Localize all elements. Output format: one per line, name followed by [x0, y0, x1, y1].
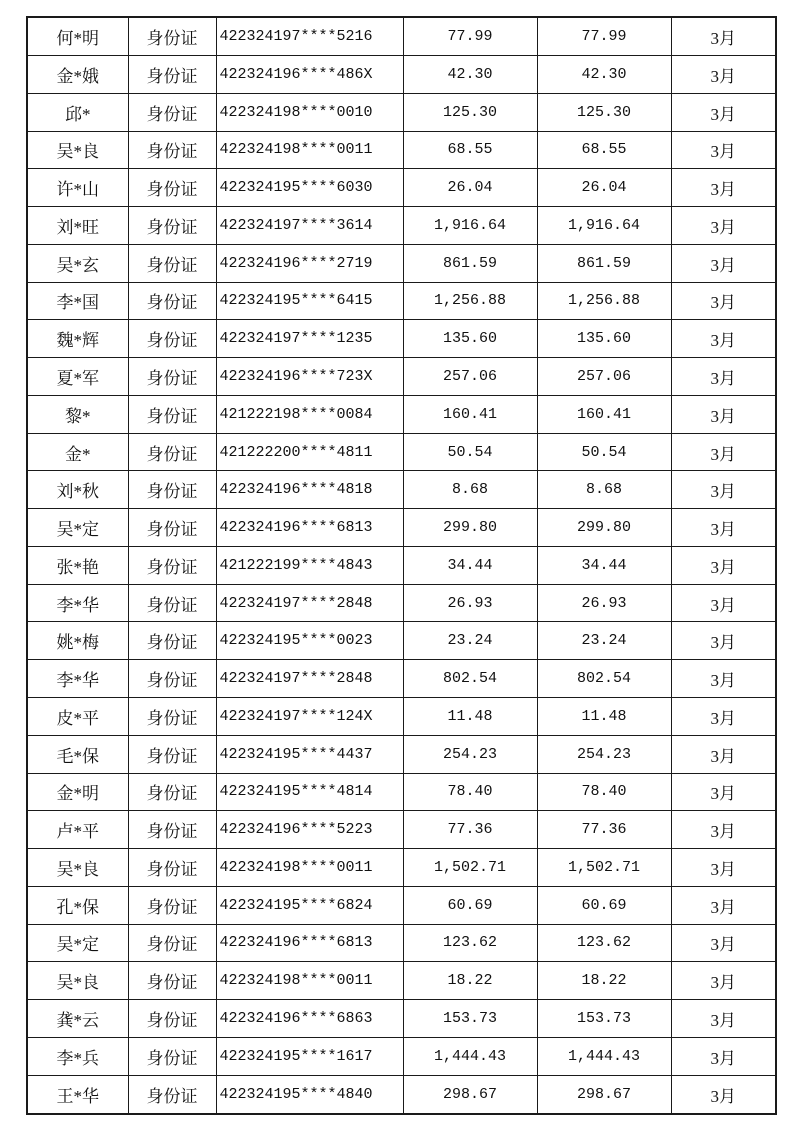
- id-type-cell: 身份证: [128, 622, 216, 660]
- id-type-cell: 身份证: [128, 395, 216, 433]
- amount-cell: 78.40: [403, 773, 537, 811]
- table-row: [27, 849, 776, 887]
- amount-cell: 1,444.43: [403, 1037, 537, 1075]
- table-row: [27, 509, 776, 547]
- name-cell: 吴*良: [27, 131, 128, 169]
- amount-cell: 23.24: [403, 622, 537, 660]
- month-cell: 3月: [671, 924, 776, 962]
- table-row: [27, 395, 776, 433]
- amount-cell: 125.30: [403, 93, 537, 131]
- amount-cell: 254.23: [403, 735, 537, 773]
- name-cell: 毛*保: [27, 735, 128, 773]
- id-type-cell: 身份证: [128, 93, 216, 131]
- month-cell: 3月: [671, 546, 776, 584]
- id-type-cell: 身份证: [128, 17, 216, 56]
- id-number-cell: 422324195****6030: [216, 169, 403, 207]
- id-type-cell: 身份证: [128, 282, 216, 320]
- id-number-cell: 422324195****4840: [216, 1075, 403, 1114]
- id-number-cell: 421222198****0084: [216, 395, 403, 433]
- id-type-cell: 身份证: [128, 735, 216, 773]
- table-row: [27, 131, 776, 169]
- id-number-cell: 422324198****0011: [216, 849, 403, 887]
- id-type-cell: 身份证: [128, 56, 216, 94]
- month-cell: 3月: [671, 849, 776, 887]
- name-cell: 张*艳: [27, 546, 128, 584]
- id-number-cell: 422324196****6863: [216, 1000, 403, 1038]
- name-cell: 刘*秋: [27, 471, 128, 509]
- table-row: [27, 169, 776, 207]
- table-row: [27, 1075, 776, 1114]
- amount-cell: 257.06: [403, 358, 537, 396]
- id-number-cell: 422324196****2719: [216, 244, 403, 282]
- month-cell: 3月: [671, 622, 776, 660]
- id-number-cell: 422324196****6813: [216, 509, 403, 547]
- id-type-cell: 身份证: [128, 244, 216, 282]
- id-type-cell: 身份证: [128, 1037, 216, 1075]
- amount-cell: 18.22: [403, 962, 537, 1000]
- table-row: [27, 698, 776, 736]
- id-type-cell: 身份证: [128, 546, 216, 584]
- table-row: [27, 320, 776, 358]
- amount-cell: 50.54: [403, 433, 537, 471]
- name-cell: 金*娥: [27, 56, 128, 94]
- month-cell: 3月: [671, 433, 776, 471]
- table-row: [27, 244, 776, 282]
- month-cell: 3月: [671, 698, 776, 736]
- amount-cell: 135.60: [403, 320, 537, 358]
- amount-cell: 153.73: [403, 1000, 537, 1038]
- id-type-cell: 身份证: [128, 811, 216, 849]
- id-number-cell: 422324195****6824: [216, 886, 403, 924]
- table-row: [27, 358, 776, 396]
- table-row: [27, 93, 776, 131]
- name-cell: 金*明: [27, 773, 128, 811]
- amount-second-cell: 861.59: [537, 244, 671, 282]
- month-cell: 3月: [671, 358, 776, 396]
- amount-cell: 299.80: [403, 509, 537, 547]
- id-type-cell: 身份证: [128, 660, 216, 698]
- amount-second-cell: 254.23: [537, 735, 671, 773]
- amount-second-cell: 77.36: [537, 811, 671, 849]
- id-type-cell: 身份证: [128, 169, 216, 207]
- month-cell: 3月: [671, 17, 776, 56]
- name-cell: 李*华: [27, 584, 128, 622]
- id-type-cell: 身份证: [128, 471, 216, 509]
- month-cell: 3月: [671, 509, 776, 547]
- id-type-cell: 身份证: [128, 773, 216, 811]
- id-number-cell: 422324196****723X: [216, 358, 403, 396]
- amount-second-cell: 68.55: [537, 131, 671, 169]
- month-cell: 3月: [671, 471, 776, 509]
- name-cell: 吴*玄: [27, 244, 128, 282]
- id-type-cell: 身份证: [128, 584, 216, 622]
- table-row: [27, 735, 776, 773]
- month-cell: 3月: [671, 320, 776, 358]
- id-number-cell: 422324195****1617: [216, 1037, 403, 1075]
- id-number-cell: 422324196****5223: [216, 811, 403, 849]
- amount-cell: 60.69: [403, 886, 537, 924]
- name-cell: 邱*: [27, 93, 128, 131]
- amount-second-cell: 135.60: [537, 320, 671, 358]
- table-row: [27, 471, 776, 509]
- table-row: [27, 622, 776, 660]
- month-cell: 3月: [671, 131, 776, 169]
- id-number-cell: 422324195****4814: [216, 773, 403, 811]
- amount-second-cell: 8.68: [537, 471, 671, 509]
- amount-second-cell: 299.80: [537, 509, 671, 547]
- id-type-cell: 身份证: [128, 924, 216, 962]
- amount-second-cell: 125.30: [537, 93, 671, 131]
- id-type-cell: 身份证: [128, 1000, 216, 1038]
- amount-second-cell: 78.40: [537, 773, 671, 811]
- table-row: [27, 207, 776, 245]
- month-cell: 3月: [671, 962, 776, 1000]
- table-row: [27, 773, 776, 811]
- id-number-cell: 422324198****0011: [216, 962, 403, 1000]
- name-cell: 吴*良: [27, 962, 128, 1000]
- name-cell: 黎*: [27, 395, 128, 433]
- id-number-cell: 422324195****6415: [216, 282, 403, 320]
- name-cell: 许*山: [27, 169, 128, 207]
- id-type-cell: 身份证: [128, 320, 216, 358]
- id-number-cell: 422324196****486X: [216, 56, 403, 94]
- month-cell: 3月: [671, 56, 776, 94]
- id-type-cell: 身份证: [128, 509, 216, 547]
- name-cell: 吴*良: [27, 849, 128, 887]
- name-cell: 李*国: [27, 282, 128, 320]
- id-type-cell: 身份证: [128, 849, 216, 887]
- name-cell: 何*明: [27, 17, 128, 56]
- id-type-cell: 身份证: [128, 962, 216, 1000]
- month-cell: 3月: [671, 811, 776, 849]
- amount-cell: 77.36: [403, 811, 537, 849]
- name-cell: 李*华: [27, 660, 128, 698]
- id-type-cell: 身份证: [128, 886, 216, 924]
- id-number-cell: 422324195****4437: [216, 735, 403, 773]
- amount-second-cell: 1,256.88: [537, 282, 671, 320]
- name-cell: 金*: [27, 433, 128, 471]
- amount-second-cell: 257.06: [537, 358, 671, 396]
- month-cell: 3月: [671, 395, 776, 433]
- name-cell: 魏*辉: [27, 320, 128, 358]
- amount-second-cell: 26.93: [537, 584, 671, 622]
- amount-second-cell: 50.54: [537, 433, 671, 471]
- id-number-cell: 422324198****0010: [216, 93, 403, 131]
- amount-cell: 34.44: [403, 546, 537, 584]
- id-number-cell: 422324197****124X: [216, 698, 403, 736]
- amount-second-cell: 18.22: [537, 962, 671, 1000]
- amount-second-cell: 1,502.71: [537, 849, 671, 887]
- amount-second-cell: 802.54: [537, 660, 671, 698]
- amount-cell: 1,502.71: [403, 849, 537, 887]
- month-cell: 3月: [671, 207, 776, 245]
- table-row: [27, 433, 776, 471]
- amount-second-cell: 77.99: [537, 17, 671, 56]
- records-table-body: [27, 17, 776, 1114]
- month-cell: 3月: [671, 1000, 776, 1038]
- amount-cell: 861.59: [403, 244, 537, 282]
- amount-second-cell: 123.62: [537, 924, 671, 962]
- amount-second-cell: 1,444.43: [537, 1037, 671, 1075]
- amount-cell: 68.55: [403, 131, 537, 169]
- amount-cell: 1,916.64: [403, 207, 537, 245]
- amount-cell: 160.41: [403, 395, 537, 433]
- id-number-cell: 422324198****0011: [216, 131, 403, 169]
- month-cell: 3月: [671, 773, 776, 811]
- table-row: [27, 546, 776, 584]
- table-row: [27, 962, 776, 1000]
- month-cell: 3月: [671, 1075, 776, 1114]
- name-cell: 刘*旺: [27, 207, 128, 245]
- table-row: [27, 886, 776, 924]
- month-cell: 3月: [671, 282, 776, 320]
- id-type-cell: 身份证: [128, 433, 216, 471]
- amount-cell: 26.93: [403, 584, 537, 622]
- id-number-cell: 422324197****1235: [216, 320, 403, 358]
- id-number-cell: 421222200****4811: [216, 433, 403, 471]
- amount-cell: 77.99: [403, 17, 537, 56]
- name-cell: 姚*梅: [27, 622, 128, 660]
- amount-cell: 11.48: [403, 698, 537, 736]
- month-cell: 3月: [671, 886, 776, 924]
- amount-second-cell: 26.04: [537, 169, 671, 207]
- table-row: [27, 1000, 776, 1038]
- amount-second-cell: 1,916.64: [537, 207, 671, 245]
- amount-second-cell: 11.48: [537, 698, 671, 736]
- records-table: [26, 16, 777, 1115]
- amount-second-cell: 298.67: [537, 1075, 671, 1114]
- table-row: [27, 1037, 776, 1075]
- amount-second-cell: 160.41: [537, 395, 671, 433]
- amount-second-cell: 34.44: [537, 546, 671, 584]
- name-cell: 王*华: [27, 1075, 128, 1114]
- amount-second-cell: 23.24: [537, 622, 671, 660]
- name-cell: 夏*军: [27, 358, 128, 396]
- amount-cell: 42.30: [403, 56, 537, 94]
- name-cell: 孔*保: [27, 886, 128, 924]
- amount-cell: 1,256.88: [403, 282, 537, 320]
- month-cell: 3月: [671, 660, 776, 698]
- id-type-cell: 身份证: [128, 207, 216, 245]
- amount-cell: 123.62: [403, 924, 537, 962]
- amount-cell: 26.04: [403, 169, 537, 207]
- id-number-cell: 422324197****3614: [216, 207, 403, 245]
- name-cell: 皮*平: [27, 698, 128, 736]
- month-cell: 3月: [671, 93, 776, 131]
- month-cell: 3月: [671, 584, 776, 622]
- amount-second-cell: 42.30: [537, 56, 671, 94]
- id-number-cell: 422324196****4818: [216, 471, 403, 509]
- id-number-cell: 422324195****0023: [216, 622, 403, 660]
- table-row: [27, 17, 776, 56]
- id-number-cell: 421222199****4843: [216, 546, 403, 584]
- id-type-cell: 身份证: [128, 358, 216, 396]
- table-row: [27, 584, 776, 622]
- amount-cell: 298.67: [403, 1075, 537, 1114]
- name-cell: 卢*平: [27, 811, 128, 849]
- table-row: [27, 660, 776, 698]
- name-cell: 龚*云: [27, 1000, 128, 1038]
- month-cell: 3月: [671, 244, 776, 282]
- amount-second-cell: 153.73: [537, 1000, 671, 1038]
- table-row: [27, 924, 776, 962]
- document-page: [26, 16, 775, 1115]
- id-number-cell: 422324197****2848: [216, 584, 403, 622]
- id-number-cell: 422324196****6813: [216, 924, 403, 962]
- id-number-cell: 422324197****2848: [216, 660, 403, 698]
- amount-cell: 802.54: [403, 660, 537, 698]
- month-cell: 3月: [671, 735, 776, 773]
- id-type-cell: 身份证: [128, 698, 216, 736]
- amount-cell: 8.68: [403, 471, 537, 509]
- table-row: [27, 811, 776, 849]
- table-row: [27, 56, 776, 94]
- name-cell: 吴*定: [27, 924, 128, 962]
- table-row: [27, 282, 776, 320]
- id-number-cell: 422324197****5216: [216, 17, 403, 56]
- amount-second-cell: 60.69: [537, 886, 671, 924]
- name-cell: 李*兵: [27, 1037, 128, 1075]
- id-type-cell: 身份证: [128, 1075, 216, 1114]
- id-type-cell: 身份证: [128, 131, 216, 169]
- month-cell: 3月: [671, 1037, 776, 1075]
- name-cell: 吴*定: [27, 509, 128, 547]
- month-cell: 3月: [671, 169, 776, 207]
